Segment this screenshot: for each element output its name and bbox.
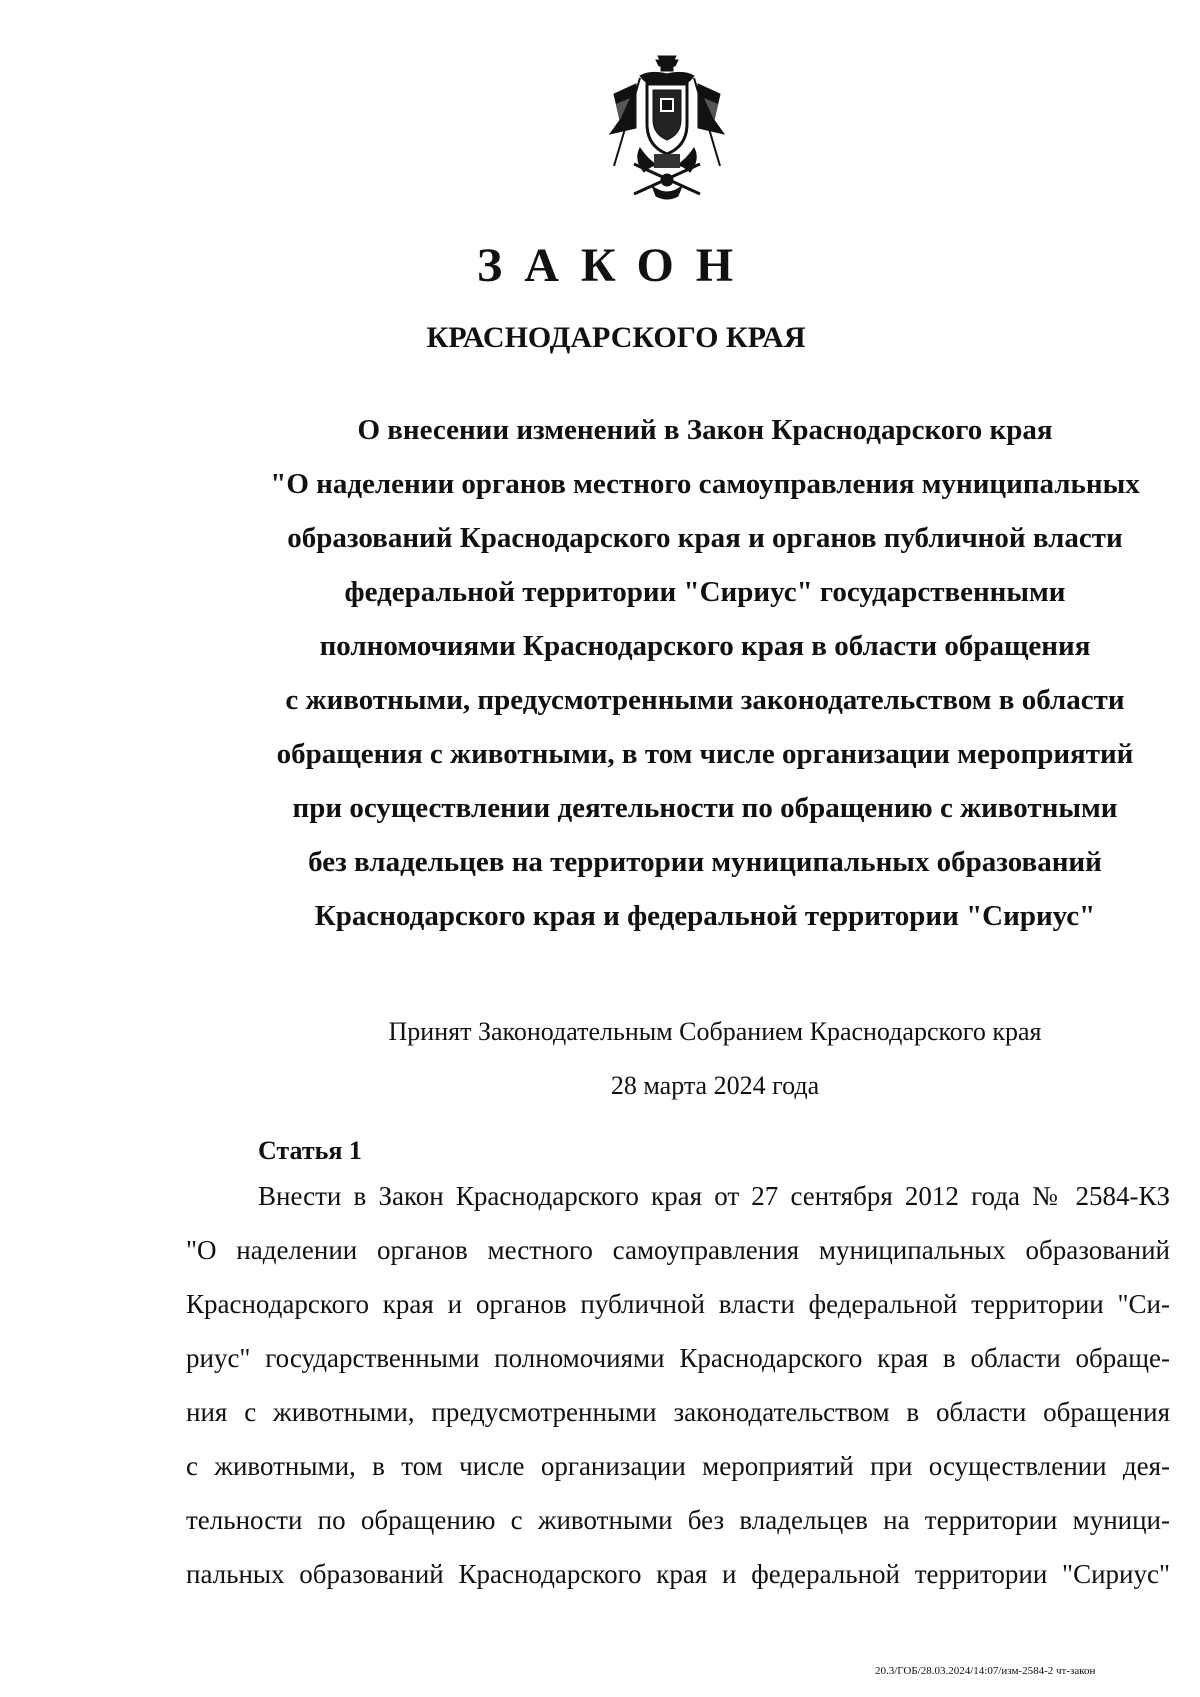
law-name-line: полномочиями Краснодарского края в области обращения — [319, 630, 1091, 662]
document-footer-code: 20.3/ГОБ/28.03.2024/14:07/изм-2584-2 чт-закон — [875, 1665, 1096, 1677]
article-body — [186, 1176, 1170, 1608]
adoption-date: 28 марта 2024 года — [610, 1071, 820, 1100]
article-line: "О наделении органов местного самоуправления муниципальных образований — [186, 1235, 1170, 1265]
law-name-line: Краснодарского края и федеральной территории "Сириус" — [314, 900, 1096, 932]
law-name-line: при осуществлении деятельности по обращению с животными — [292, 792, 1118, 824]
document-title: ЗАКОН — [476, 239, 756, 292]
coat-of-arms-emblem — [600, 54, 734, 204]
document-subtitle: КРАСНОДАРСКОГО КРАЯ — [426, 321, 806, 354]
law-name-line: О внесении изменений в Закон Краснодарского края — [357, 414, 1053, 446]
adoption-note — [190, 1005, 1200, 1113]
article-line: тельности по обращению с животными без владельцев на территории муници- — [186, 1505, 1170, 1535]
article-line: риус" государственными полномочиями Краснодарского края в области обраще- — [186, 1343, 1170, 1373]
law-name-line: "О наделении органов местного самоуправления муниципальных — [270, 468, 1140, 500]
article-line: ния с животными, предусмотренными законодательством в области обращения — [186, 1397, 1170, 1427]
law-name-line: без владельцев на территории муниципальных образований — [308, 846, 1102, 878]
article-line: Краснодарского края и органов публичной власти федеральной территории "Си- — [186, 1289, 1170, 1319]
law-name-block — [180, 410, 1200, 950]
law-name-line: с животными, предусмотренными законодательством в области — [285, 684, 1125, 716]
adoption-line: Принят Законодательным Собранием Краснодарского края — [388, 1017, 1042, 1046]
law-name-line: федеральной территории "Сириус" государственными — [344, 576, 1066, 608]
article-line: пальных образований Краснодарского края и федеральной территории "Сириус" — [186, 1559, 1170, 1589]
article-line: Внести в Закон Краснодарского края от 27 сентября 2012 года № 2584-КЗ — [258, 1181, 1170, 1211]
article-heading: Статья 1 — [258, 1136, 362, 1165]
article-line: с животными, в том числе организации мероприятий при осуществлении дея- — [186, 1451, 1170, 1481]
law-name-line: обращения с животными, в том числе организации мероприятий — [276, 738, 1134, 770]
law-name-line: образований Краснодарского края и органов публичной власти — [287, 522, 1123, 554]
